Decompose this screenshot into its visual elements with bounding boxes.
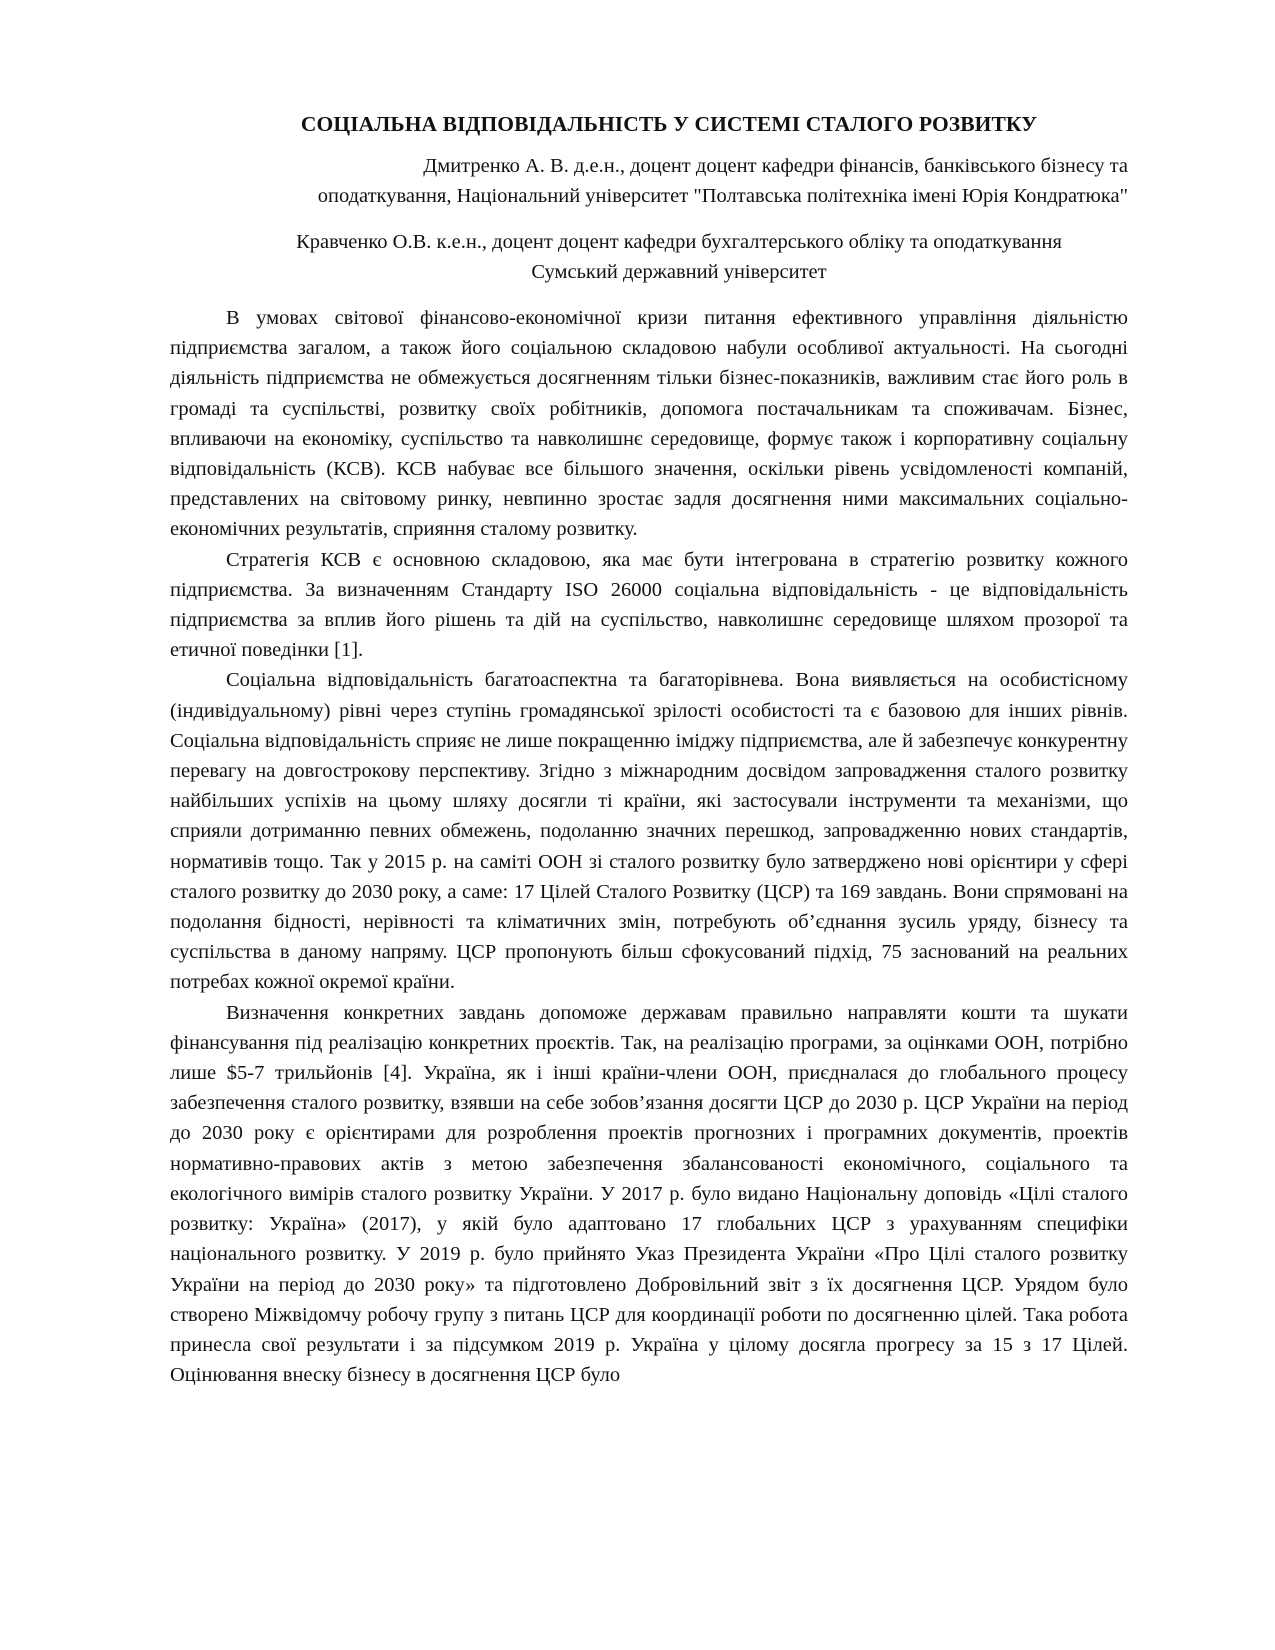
- author-line: Дмитренко А. В. д.е.н., доцент доцент кафедри фінансів, банківського бізнесу та: [423, 155, 1128, 177]
- paper-title: СОЦІАЛЬНА ВІДПОВІДАЛЬНІСТЬ У СИСТЕМІ СТАЛОГО РОЗВИТКУ: [300, 112, 1038, 136]
- author-line: Кравченко О.В. к.е.н., доцент доцент кафедри бухгалтерського обліку та оподаткування: [296, 231, 1062, 253]
- author-affiliation-1: [170, 151, 1128, 211]
- author-line: оподаткування, Національний університет "Полтавська політехніка імені Юрія Кондратюка": [317, 185, 1128, 207]
- body-paragraph: Визначення конкретних завдань допоможе державам правильно направляти кошти та шукати фінансування під реалізацію конкретних проєктів. Так, на реалізацію програми, за оцінками ООН, потрібно лише $5-7 трильйонів [4]. Україна, як і інші країни-члени ООН, приєдналася до глобального процесу забезпечення сталого розвитку, взявши на себе зобов’язання досягти ЦСР до 2030 р. ЦСР України на період до 2030 року є орієнтирами для розроблення проектів прогнозних і програмних документів, проектів нормативно-правових актів з метою забезпечення збалансованості економічного, соціального та екологічного вимірів сталого розвитку України. У 2017 р. було видано Національну доповідь «Цілі сталого розвитку: Україна» (2017), у якій було адаптовано 17 глобальних ЦСР з урахуванням специфіки національного розвитку. У 2019 р. було прийнято Указ Президента України «Про Цілі сталого розвитку України на період до 2030 року» та підготовлено Добровільний звіт з їх досягнення ЦСР. Урядом було створено Міжвідомчу робочу групу з питань ЦСР для координації роботи по досягненню цілей. Така робота принесла свої результати і за підсумком 2019 р. Україна у цілому досягла прогресу за 15 з 17 Цілей. Оцінювання внеску бізнесу в досягнення ЦСР було: [170, 1001, 1128, 1387]
- body-paragraph: Стратегія КСВ є основною складовою, яка має бути інтегрована в стратегію розвитку кожного підприємства. За визначенням Стандарту ISO 26000 соціальна відповідальність - це відповідальність підприємства за вплив його рішень та дій на суспільство, навколишнє середовище шляхом прозорої та етичної поведінки [1].: [170, 548, 1128, 662]
- document-page: [170, 112, 1128, 1390]
- author-affiliation-2: [170, 227, 1128, 287]
- body-paragraph: Соціальна відповідальність багатоаспектна та багаторівнева. Вона виявляється на особистісному (індивідуальному) рівні через ступінь громадянської зрілості особистості та є базовою для інших рівнів. Соціальна відповідальність сприяє не лише покращенню іміджу підприємства, але й забезпечує конкурентну перевагу на довгострокову перспективу. Згідно з міжнародним досвідом запровадження сталого розвитку найбільших успіхів на цьому шляху досягли ті країни, які застосували інструменти та механізми, що сприяли дотриманню певних обмежень, подоланню значних перешкод, запровадженню нових стандартів, нормативів тощо. Так у 2015 р. на саміті ООН зі сталого розвитку було затверджено нові орієнтири у сфері сталого розвитку до 2030 року, а саме: 17 Цілей Сталого Розвитку (ЦСР) та 169 завдань. Вони спрямовані на подолання бідності, нерівності та кліматичних змін, потребують об’єднання зусиль уряду, бізнесу та суспільства в даному напряму. ЦСР пропонують більш сфокусований підхід, 75 заснований на реальних потребах кожної окремої країни.: [170, 669, 1128, 994]
- author-line: Сумський державний університет: [531, 261, 827, 283]
- body-paragraph: В умовах світової фінансово-економічної кризи питання ефективного управління діяльністю підприємства загалом, а також його соціальною складовою набули особливої актуальності. На сьогодні діяльність підприємства не обмежується досягненням тільки бізнес-показників, важливим стає його роль в громаді та суспільстві, розвитку своїх робітників, допомога постачальникам та споживачам. Бізнес, впливаючи на економіку, суспільство та навколишнє середовище, формує також і корпоративну соціальну відповідальність (КСВ). КСВ набуває все більшого значення, оскільки рівень усвідомленості компаній, представлених на світовому ринку, невпинно зростає задля досягнення ними максимальних соціально-економічних результатів, сприяння сталому розвитку.: [170, 307, 1128, 541]
